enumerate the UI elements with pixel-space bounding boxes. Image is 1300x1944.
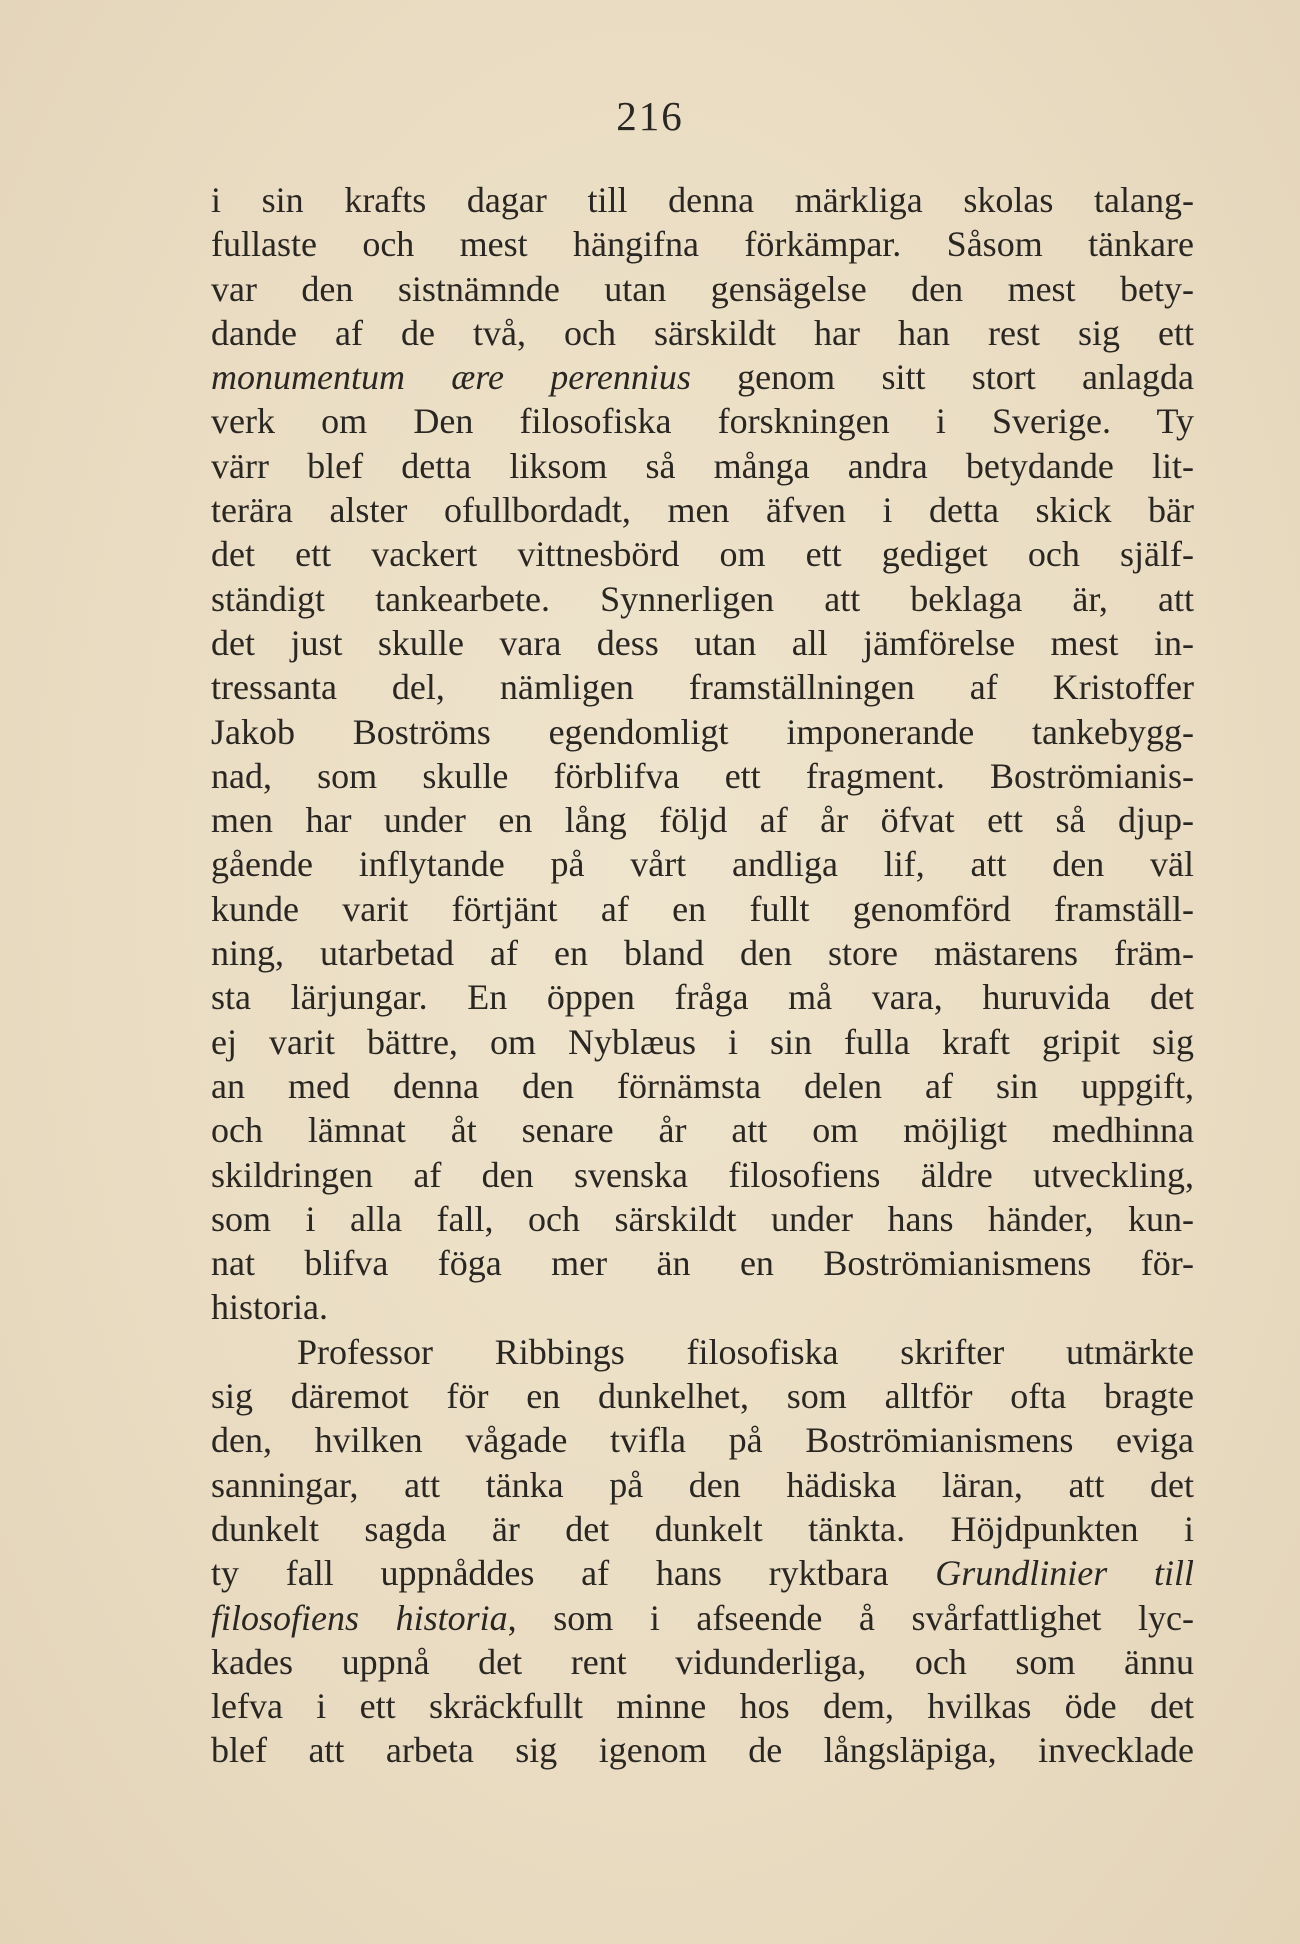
body-text — [211, 178, 1194, 1773]
text-line: nad, som skulle förblifva ett fragment. Boströmianis- — [211, 755, 1194, 796]
text-line: blef att arbeta sig igenom de långsläpiga, invecklade — [211, 1730, 1194, 1771]
latin-phrase: monumentum ære perennius — [211, 357, 691, 398]
text-line: den, hvilken vågade tvifla på Boströmianismens eviga — [211, 1420, 1194, 1461]
text-line: kunde varit förtjänt af en fullt genomförd framställ- — [211, 888, 1194, 929]
text-line: tressanta del, nämligen framställningen af Kristoffer — [211, 667, 1194, 708]
text-line: Professor Ribbings filosofiska skrifter utmärkte — [297, 1331, 1194, 1372]
text-line: dande af de två, och särskildt har han rest sig ett — [211, 312, 1194, 353]
book-title: Grundlinier till — [935, 1553, 1194, 1594]
text-line: lefva i ett skräckfullt minne hos dem, hvilkas öde det — [211, 1686, 1194, 1727]
paragraph-2 — [211, 1330, 1194, 1773]
text-line: ning, utarbetad af en bland den store mästarens främ- — [211, 933, 1194, 974]
text-line: det just skulle vara dess utan all jämförelse mest in- — [211, 622, 1194, 663]
text-line — [211, 1596, 1194, 1640]
text-line: kades uppnå det rent vidunderliga, och som ännu — [211, 1641, 1194, 1682]
text-line: fullaste och mest hängifna förkämpar. Såsom tänkare — [211, 224, 1194, 265]
text-line: ständigt tankearbete. Synnerligen att beklaga är, att — [211, 578, 1194, 619]
text-line: det ett vackert vittnesbörd om ett gediget och själf- — [211, 534, 1194, 575]
text-line: an med denna den förnämsta delen af sin uppgift, — [211, 1065, 1194, 1106]
text-line: dunkelt sagda är det dunkelt tänkta. Höjdpunkten i — [211, 1508, 1194, 1549]
book-title: filosofiens historia — [211, 1597, 508, 1638]
text-line: skildringen af den svenska filosofiens äldre utveckling, — [211, 1154, 1194, 1195]
page-number: 216 — [616, 93, 684, 139]
text-line: i sin krafts dagar till denna märkliga skolas talang- — [211, 180, 1194, 220]
text-line: Jakob Boströms egendomligt imponerande tankebygg- — [211, 711, 1194, 752]
text-line — [211, 1551, 1194, 1595]
text-span: genom sitt stort anlagda — [690, 357, 1194, 398]
text-line: var den sistnämnde utan gensägelse den mest bety- — [211, 268, 1194, 309]
text-line: terära alster ofullbordadt, men äfven i detta skick bär — [211, 490, 1194, 531]
text-line: och lämnat åt senare år att om möjligt medhinna — [211, 1110, 1194, 1151]
text-line: nat blifva föga mer än en Boströmianismens för- — [211, 1243, 1194, 1284]
text-line: sig däremot för en dunkelhet, som alltför ofta bragte — [211, 1376, 1194, 1417]
text-line: men har under en lång följd af år öfvat ett så djup- — [211, 800, 1194, 841]
text-span: ty fall uppnåddes af hans ryktbara — [211, 1553, 936, 1594]
text-line: sta lärjungar. En öppen fråga må vara, huruvida det — [211, 977, 1194, 1018]
text-line: sanningar, att tänka på den hädiska läran, att det — [211, 1464, 1194, 1505]
text-line: ej varit bättre, om Nyblæus i sin fulla kraft gripit sig — [211, 1021, 1194, 1062]
text-line: värr blef detta liksom så många andra betydande lit- — [211, 445, 1194, 486]
text-line: gående inflytande på vårt andliga lif, att den väl — [211, 844, 1194, 885]
paragraph-1 — [211, 178, 1194, 1330]
text-line: som i alla fall, och särskildt under hans händer, kun- — [211, 1198, 1194, 1239]
text-span: , som i afseende å svårfattlighet lyc- — [507, 1597, 1194, 1638]
text-line — [211, 355, 1194, 399]
text-line: historia. — [211, 1287, 328, 1328]
text-line: verk om Den filosofiska forskningen i Sverige. Ty — [211, 401, 1194, 442]
